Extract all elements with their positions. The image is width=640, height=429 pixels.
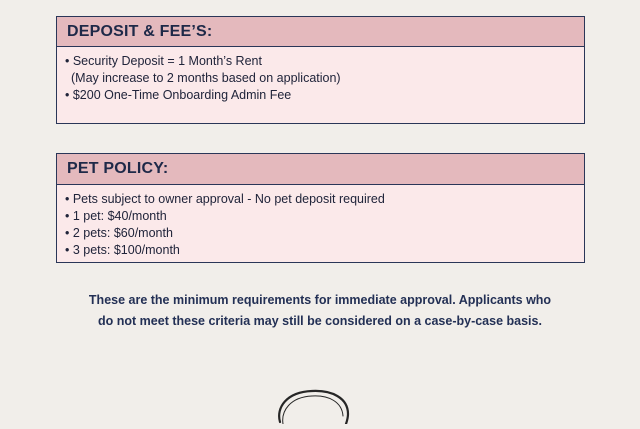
two-pets-fee-line: • 2 pets: $60/month (65, 226, 173, 240)
approval-note (40, 290, 600, 332)
pet-policy-section (56, 153, 585, 263)
deposit-fees-title: DEPOSIT & FEE’S: (67, 22, 213, 40)
deposit-fees-header (57, 17, 584, 47)
deposit-fees-section (56, 16, 585, 124)
deposit-increase-note: (May increase to 2 months based on application) (71, 71, 341, 85)
one-pet-fee-line: • 1 pet: $40/month (65, 209, 167, 223)
approval-note-line-2: do not meet these criteria may still be considered on a case-by-case basis. (98, 314, 542, 328)
pet-policy-header (57, 154, 584, 185)
security-deposit-line: • Security Deposit = 1 Month’s Rent (65, 54, 262, 68)
pet-policy-body (57, 185, 584, 259)
approval-note-line-1: These are the minimum requirements for immediate approval. Applicants who (88, 293, 552, 307)
deposit-fees-body (57, 47, 584, 104)
onboarding-fee-line: • $200 One-Time Onboarding Admin Fee (65, 88, 292, 102)
pet-policy-title: PET POLICY: (67, 160, 169, 177)
pet-approval-line: • Pets subject to owner approval - No pet deposit required (65, 192, 385, 206)
three-pets-fee-line: • 3 pets: $100/month (65, 243, 180, 257)
logo-emblem (274, 384, 366, 429)
